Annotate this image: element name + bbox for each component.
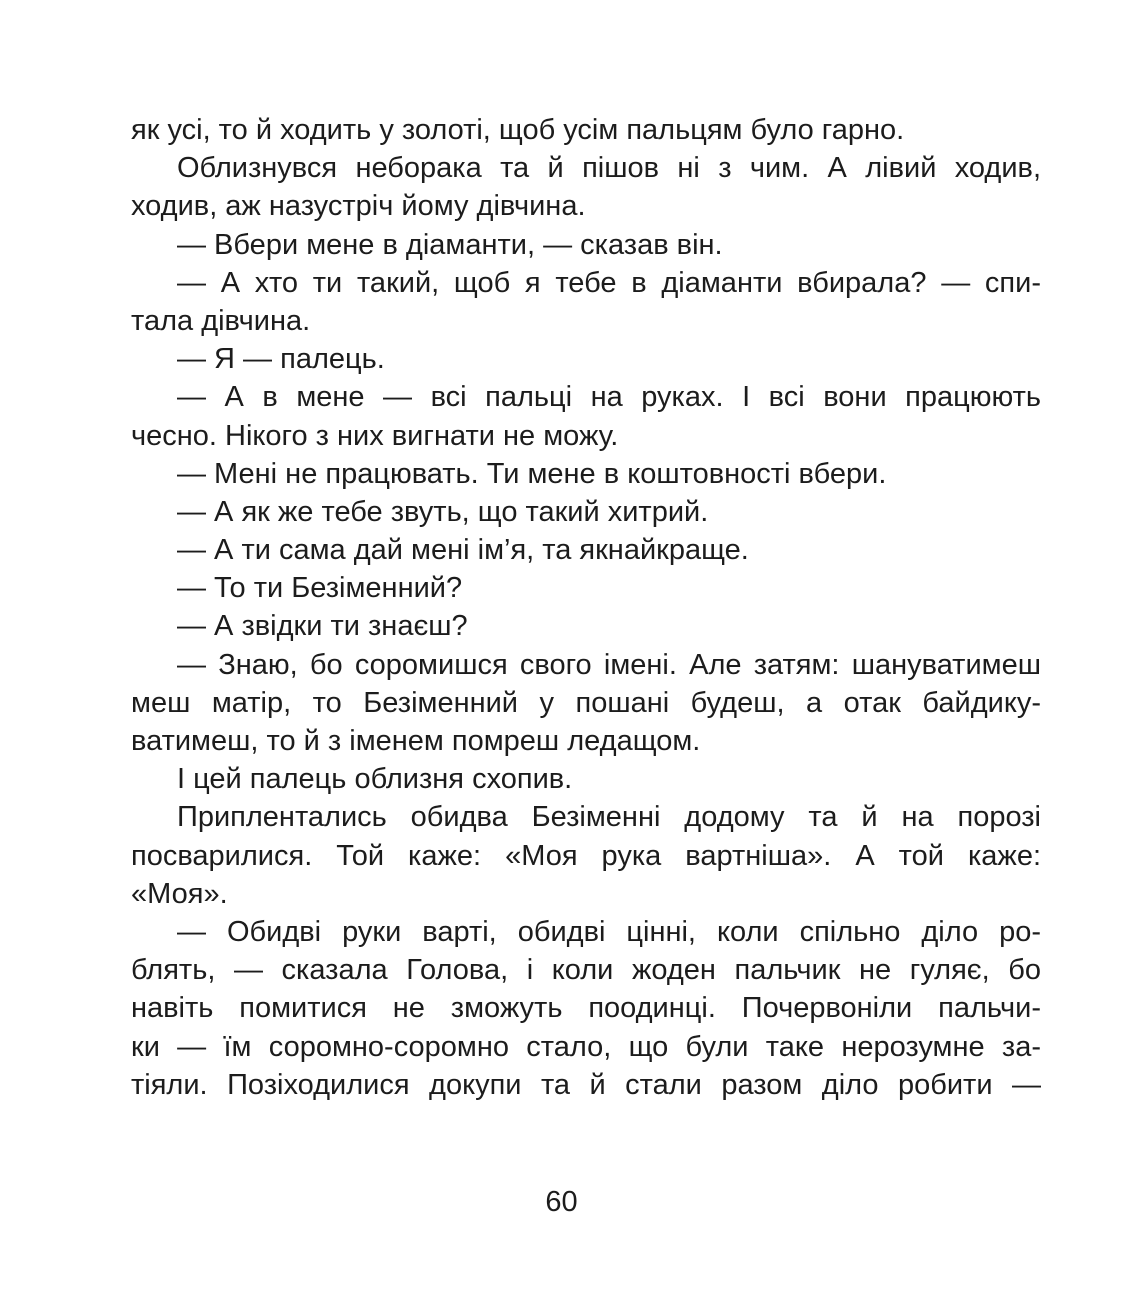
text-line: — А хто ти такий, щоб я тебе в діаманти вбирала? — спи- [177,266,1041,299]
text-line: як усі, то й ходить у золоті, щоб усім пальцям було гарно. [131,114,905,146]
text-line: — То ти Безіменний? [177,572,463,605]
text-line: І цей палець облизня схопив. [177,763,573,796]
text-line: тіяли. Позіходилися докупи та й стали разом діло робити — [131,1068,1041,1101]
text-line: — Я — палець. [177,343,385,376]
text-line: ки — їм соромно-соромно стало, що були таке нерозумне за- [131,1030,1041,1063]
text-line: — Обидві руки варті, обидві цінні, коли спільно діло ро- [177,915,1041,948]
text-line: — А як же тебе звуть, що такий хитрий. [177,495,709,528]
text-line: Облизнувся неборака та й пішов ні з чим. А лівий ходив, [177,152,1041,185]
text-line: — Вбери мене в діаманти, — сказав він. [177,228,723,261]
text-line: — А звідки ти знаєш? [177,610,468,643]
text-line: блять, — сказала Голова, і коли жоден пальчик не гуляє, бо [131,954,1041,987]
text-line: ватимеш, то й з іменем помреш ледащом. [131,725,701,757]
text-line: — Знаю, бо соромишся свого імені. Але затям: шануватимеш [177,648,1041,681]
text-line: — Мені не працювать. Ти мене в коштовності вбери. [177,457,887,490]
text-line: тала дівчина. [131,304,311,337]
text-line: чесно. Нікого з них вигнати не можу. [131,419,619,452]
text-line: — А ти сама дай мені ім’я, та якнайкраще. [177,534,749,567]
text-line: «Моя». [131,877,228,910]
text-line: посварилися. Той каже: «Моя рука вартніша». А той каже: [131,839,1041,872]
page-text [131,111,1041,1104]
text-line: навіть помитися не зможуть поодинці. Почервоніли пальчи- [131,992,1041,1025]
text-line: — А в мене — всі пальці на руках. І всі вони працюють [177,381,1041,414]
page-number: 60 [545,1186,578,1218]
text-line: меш матір, то Безіменний у пошані будеш, а отак байдику- [131,686,1041,719]
text-line: Приплентались обидва Безіменні додому та й на порозі [177,801,1041,834]
text-line: ходив, аж назустріч йому дівчина. [131,190,586,223]
